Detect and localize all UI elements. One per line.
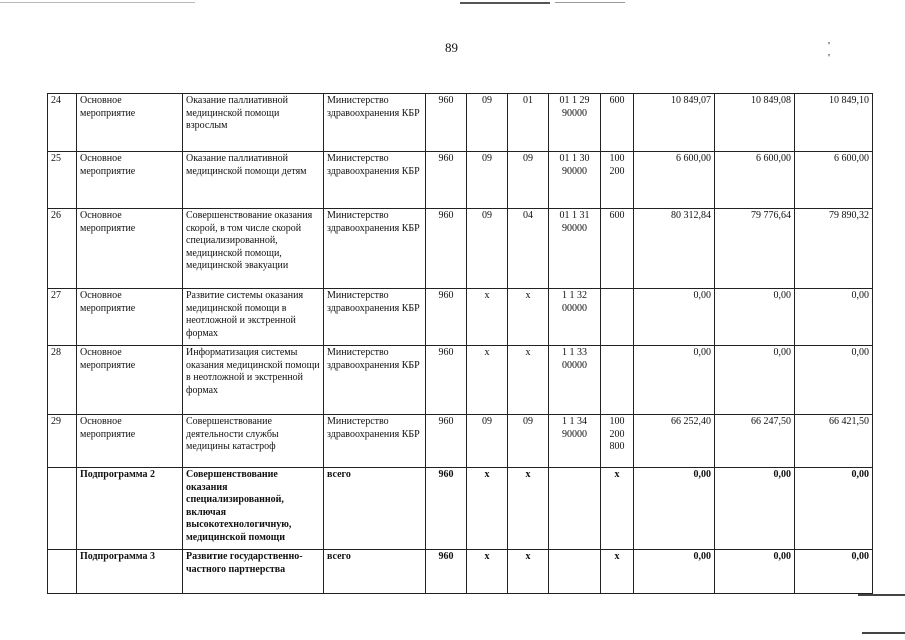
expense-type-cell: 600 <box>601 209 634 289</box>
amount-year1-cell: 0,00 <box>634 346 715 415</box>
section-code-cell: х <box>467 468 508 550</box>
grbs-code-cell: 960 <box>426 94 467 152</box>
amount-year2-cell: 6 600,00 <box>715 152 795 209</box>
type-cell: Основное мероприятие <box>77 94 183 152</box>
executor-cell: всего <box>324 468 426 550</box>
grbs-code-cell: 960 <box>426 468 467 550</box>
executor-cell: Министерство здравоохранения КБР <box>324 346 426 415</box>
amount-year3-cell: 6 600,00 <box>795 152 873 209</box>
target-article-cell: 1 1 32 00000 <box>549 289 601 346</box>
name-cell: Развитие государственно-частного партнерства <box>183 550 324 594</box>
target-article-cell <box>549 468 601 550</box>
scan-artifact-line <box>460 2 550 4</box>
executor-cell: Министерство здравоохранения КБР <box>324 289 426 346</box>
target-article-cell <box>549 550 601 594</box>
amount-year3-cell: 66 421,50 <box>795 415 873 468</box>
section-code-cell: 09 <box>467 94 508 152</box>
section-code-cell: х <box>467 346 508 415</box>
name-cell: Информатизация системы оказания медицинской помощи в неотложной и экстренной формах <box>183 346 324 415</box>
row-number-cell <box>48 468 77 550</box>
executor-cell: всего <box>324 550 426 594</box>
expense-type-cell: 100 200 800 <box>601 415 634 468</box>
amount-year1-cell: 0,00 <box>634 289 715 346</box>
budget-table <box>47 93 873 594</box>
expense-type-cell <box>601 346 634 415</box>
amount-year1-cell: 0,00 <box>634 550 715 594</box>
scan-artifact-line <box>862 632 905 634</box>
subsection-code-cell: 09 <box>508 415 549 468</box>
executor-cell: Министерство здравоохранения КБР <box>324 209 426 289</box>
subsection-code-cell: 04 <box>508 209 549 289</box>
amount-year3-cell: 0,00 <box>795 468 873 550</box>
executor-cell: Министерство здравоохранения КБР <box>324 152 426 209</box>
type-cell: Основное мероприятие <box>77 152 183 209</box>
grbs-code-cell: 960 <box>426 415 467 468</box>
subsection-code-cell: х <box>508 468 549 550</box>
amount-year1-cell: 0,00 <box>634 468 715 550</box>
name-cell: Развитие системы оказания медицинской помощи в неотложной и экстренной формах <box>183 289 324 346</box>
section-code-cell: х <box>467 289 508 346</box>
table-row <box>48 346 873 415</box>
amount-year2-cell: 0,00 <box>715 468 795 550</box>
name-cell: Оказание паллиативной медицинской помощи взрослым <box>183 94 324 152</box>
amount-year3-cell: 0,00 <box>795 346 873 415</box>
target-article-cell: 01 1 30 90000 <box>549 152 601 209</box>
type-cell: Основное мероприятие <box>77 289 183 346</box>
expense-type-cell <box>601 289 634 346</box>
subsection-code-cell: х <box>508 346 549 415</box>
subsection-code-cell: 01 <box>508 94 549 152</box>
name-cell: Совершенствование деятельности службы медицины катастроф <box>183 415 324 468</box>
type-cell: Подпрограмма 3 <box>77 550 183 594</box>
grbs-code-cell: 960 <box>426 550 467 594</box>
executor-cell: Министерство здравоохранения КБР <box>324 94 426 152</box>
expense-type-cell: х <box>601 550 634 594</box>
executor-cell: Министерство здравоохранения КБР <box>324 415 426 468</box>
row-number-cell: 24 <box>48 94 77 152</box>
section-code-cell: 09 <box>467 415 508 468</box>
scan-artifact-line <box>0 2 195 3</box>
amount-year3-cell: 10 849,10 <box>795 94 873 152</box>
target-article-cell: 1 1 34 90000 <box>549 415 601 468</box>
type-cell: Основное мероприятие <box>77 209 183 289</box>
subsection-code-cell: х <box>508 289 549 346</box>
amount-year1-cell: 66 252,40 <box>634 415 715 468</box>
amount-year2-cell: 79 776,64 <box>715 209 795 289</box>
row-number-cell: 28 <box>48 346 77 415</box>
type-cell: Подпрограмма 2 <box>77 468 183 550</box>
amount-year3-cell: 79 890,32 <box>795 209 873 289</box>
amount-year3-cell: 0,00 <box>795 550 873 594</box>
row-number-cell <box>48 550 77 594</box>
corner-marks: ' ' <box>828 40 860 64</box>
subprogram-row <box>48 468 873 550</box>
target-article-cell: 01 1 31 90000 <box>549 209 601 289</box>
amount-year2-cell: 10 849,08 <box>715 94 795 152</box>
grbs-code-cell: 960 <box>426 346 467 415</box>
target-article-cell: 1 1 33 00000 <box>549 346 601 415</box>
amount-year2-cell: 0,00 <box>715 346 795 415</box>
row-number-cell: 29 <box>48 415 77 468</box>
table-row <box>48 289 873 346</box>
table-row <box>48 94 873 152</box>
name-cell: Оказание паллиативной медицинской помощи детям <box>183 152 324 209</box>
amount-year2-cell: 66 247,50 <box>715 415 795 468</box>
target-article-cell: 01 1 29 90000 <box>549 94 601 152</box>
expense-type-cell: 100 200 <box>601 152 634 209</box>
name-cell: Совершенствование оказания скорой, в том числе скорой специализированной, медицинской помощи, медицинской эвакуации <box>183 209 324 289</box>
subprogram-row <box>48 550 873 594</box>
subsection-code-cell: 09 <box>508 152 549 209</box>
row-number-cell: 26 <box>48 209 77 289</box>
amount-year2-cell: 0,00 <box>715 289 795 346</box>
name-cell: Совершенствование оказания специализированной, включая высокотехнологичную, медицинской помощи <box>183 468 324 550</box>
section-code-cell: х <box>467 550 508 594</box>
amount-year2-cell: 0,00 <box>715 550 795 594</box>
section-code-cell: 09 <box>467 152 508 209</box>
scan-artifact-line <box>555 2 625 3</box>
table-row <box>48 415 873 468</box>
subsection-code-cell: х <box>508 550 549 594</box>
section-code-cell: 09 <box>467 209 508 289</box>
amount-year3-cell: 0,00 <box>795 289 873 346</box>
expense-type-cell: х <box>601 468 634 550</box>
table-row <box>48 209 873 289</box>
scan-artifact-line <box>858 594 905 596</box>
amount-year1-cell: 6 600,00 <box>634 152 715 209</box>
table-row <box>48 152 873 209</box>
row-number-cell: 27 <box>48 289 77 346</box>
row-number-cell: 25 <box>48 152 77 209</box>
amount-year1-cell: 80 312,84 <box>634 209 715 289</box>
type-cell: Основное мероприятие <box>77 415 183 468</box>
expense-type-cell: 600 <box>601 94 634 152</box>
grbs-code-cell: 960 <box>426 289 467 346</box>
amount-year1-cell: 10 849,07 <box>634 94 715 152</box>
type-cell: Основное мероприятие <box>77 346 183 415</box>
page-number: 89 <box>445 40 458 55</box>
grbs-code-cell: 960 <box>426 152 467 209</box>
grbs-code-cell: 960 <box>426 209 467 289</box>
